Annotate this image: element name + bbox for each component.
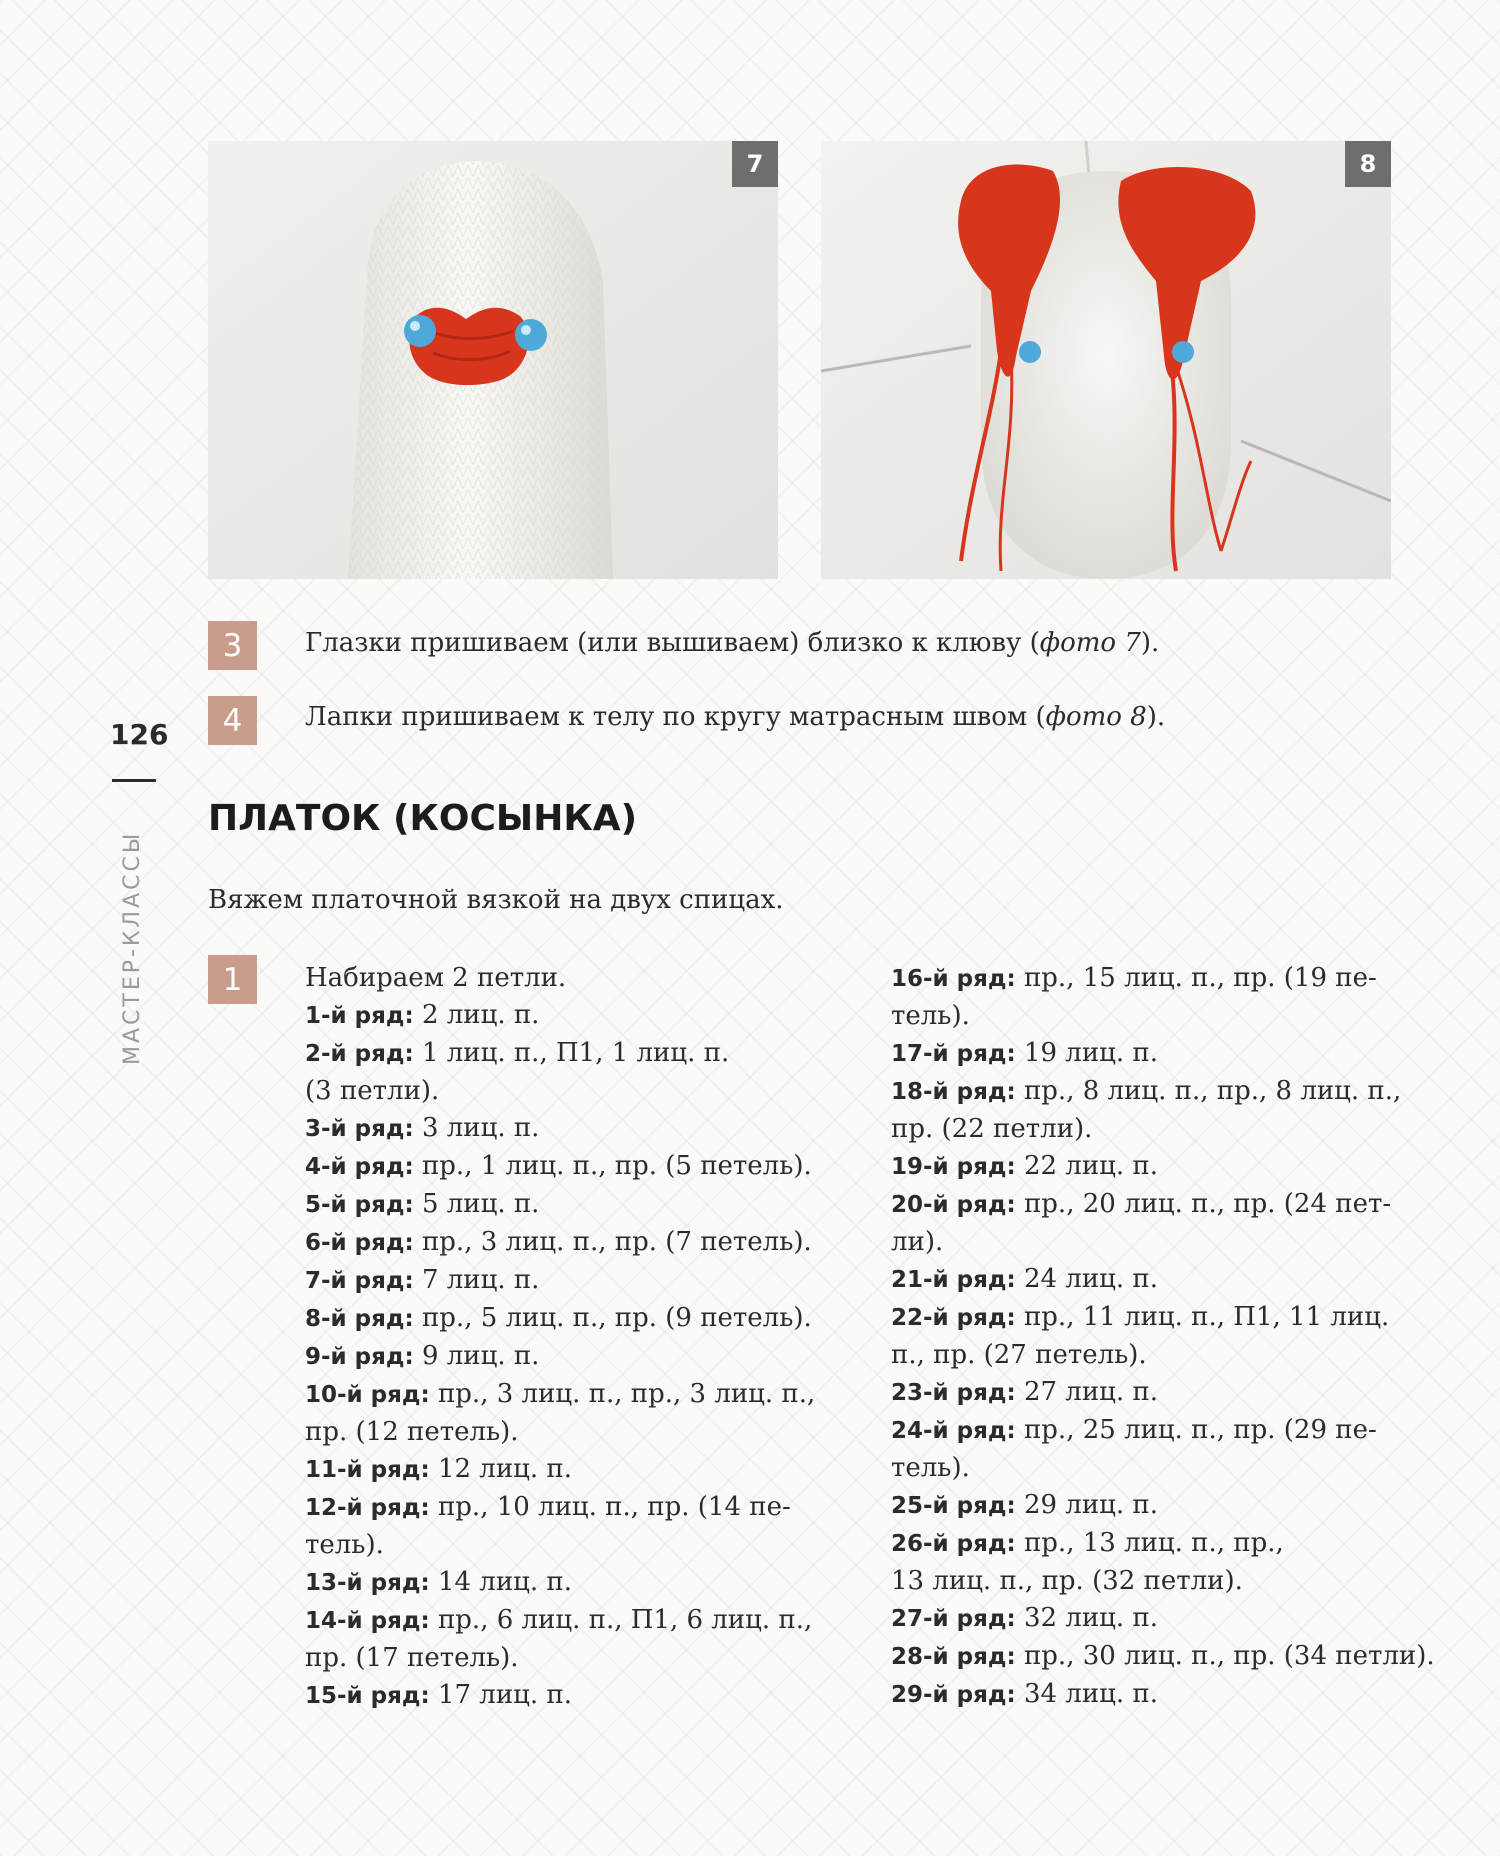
- row-line: [891, 1299, 1401, 1337]
- row-line: [891, 998, 1401, 1035]
- row-line: [891, 1111, 1401, 1148]
- row-text: пр., 10 лиц. п., пр. (14 пе-: [429, 1492, 791, 1522]
- row-label: 12-й ряд:: [305, 1495, 430, 1521]
- row-text: пр. (22 петли).: [891, 1114, 1093, 1144]
- instruction-step-number: 1: [208, 955, 257, 1004]
- row-line: [891, 1224, 1401, 1261]
- row-text: пр., 11 лиц. п., П1, 11 лиц.: [1015, 1302, 1390, 1332]
- row-label: 6-й ряд:: [305, 1230, 414, 1256]
- row-text: 2 лиц. п.: [413, 1000, 540, 1030]
- row-line: [305, 1262, 825, 1300]
- photo-7: [208, 141, 778, 579]
- photo-badge-8: 8: [1345, 141, 1391, 187]
- row-line: [305, 1338, 825, 1376]
- row-label: 16-й ряд:: [891, 966, 1016, 992]
- row-text: пр., 5 лиц. п., пр. (9 петель).: [413, 1303, 812, 1333]
- row-line: [891, 1525, 1401, 1563]
- row-text: 34 лиц. п.: [1015, 1679, 1158, 1709]
- pin-head-left: [1019, 341, 1041, 363]
- step-4-photo-ref: фото 8: [1045, 702, 1147, 732]
- row-line: [305, 1451, 825, 1489]
- row-label: 25-й ряд:: [891, 1493, 1016, 1519]
- row-text: 1 лиц. п., П1, 1 лиц. п.: [413, 1038, 730, 1068]
- row-text: (3 петли).: [305, 1076, 440, 1106]
- row-text: 24 лиц. п.: [1015, 1264, 1158, 1294]
- row-text: ли).: [891, 1227, 944, 1257]
- photo-7-illustration: [208, 141, 778, 579]
- step-4-text-before: Лапки пришиваем к телу по кругу матрасным швом (: [305, 702, 1046, 732]
- row-text: пр., 20 лиц. п., пр. (24 пет-: [1015, 1189, 1392, 1219]
- rows-column-left: [305, 960, 825, 1715]
- rows-column-right: [891, 960, 1435, 1714]
- row-line: [305, 1186, 825, 1224]
- row-text: 9 лиц. п.: [413, 1341, 540, 1371]
- row-label: 24-й ряд:: [891, 1418, 1016, 1444]
- row-label: 26-й ряд:: [891, 1531, 1016, 1557]
- step-text-3: [305, 627, 1159, 659]
- row-line: [891, 1487, 1401, 1525]
- row-text: 7 лиц. п.: [413, 1265, 540, 1295]
- row-line: [305, 997, 825, 1035]
- row-text: тель).: [891, 1001, 970, 1031]
- row-line: [305, 1640, 825, 1677]
- step-3-text-after: ).: [1140, 628, 1160, 658]
- row-text: 14 лиц. п.: [429, 1567, 572, 1597]
- row-line: [891, 960, 1401, 998]
- row-label: 20-й ряд:: [891, 1192, 1016, 1218]
- step-number-3: 3: [208, 621, 257, 670]
- row-label: 14-й ряд:: [305, 1608, 430, 1634]
- row-text: пр., 25 лиц. п., пр. (29 пе-: [1015, 1415, 1377, 1445]
- row-label: 1-й ряд:: [305, 1003, 414, 1029]
- row-line: [891, 1261, 1401, 1299]
- row-line: [891, 1638, 1435, 1676]
- row-text: пр., 30 лиц. п., пр. (34 петли).: [1015, 1641, 1435, 1671]
- row-line: [891, 1073, 1401, 1111]
- row-label: 27-й ряд:: [891, 1606, 1016, 1632]
- row-label: 21-й ряд:: [891, 1267, 1016, 1293]
- row-label: 13-й ряд:: [305, 1570, 430, 1596]
- row-text: 19 лиц. п.: [1015, 1038, 1158, 1068]
- row-line: [305, 1224, 825, 1262]
- row-label: 19-й ряд:: [891, 1154, 1016, 1180]
- row-line: [305, 1073, 825, 1110]
- row-text: Набираем 2 петли.: [305, 963, 567, 993]
- row-label: 8-й ряд:: [305, 1306, 414, 1332]
- row-label: 3-й ряд:: [305, 1116, 414, 1142]
- row-text: п., пр. (27 петель).: [891, 1340, 1147, 1370]
- row-text: пр. (17 петель).: [305, 1643, 519, 1673]
- page-number: 126: [110, 718, 169, 751]
- row-line: [891, 1186, 1401, 1224]
- row-text: пр., 6 лиц. п., П1, 6 лиц. п.,: [429, 1605, 813, 1635]
- row-label: 7-й ряд:: [305, 1268, 414, 1294]
- row-text: 17 лиц. п.: [429, 1680, 572, 1710]
- step-3-text-before: Глазки пришиваем (или вышиваем) близко к клюву (: [305, 628, 1040, 658]
- row-text: пр., 3 лиц. п., пр. (7 петель).: [413, 1227, 812, 1257]
- row-text: 29 лиц. п.: [1015, 1490, 1158, 1520]
- row-label: 29-й ряд:: [891, 1682, 1016, 1708]
- bead-eye-left: [404, 315, 436, 347]
- photo-8: [821, 141, 1391, 579]
- row-text: пр., 15 лиц. п., пр. (19 пе-: [1015, 963, 1377, 993]
- row-line: [305, 1110, 825, 1148]
- intro-text: Вяжем платочной вязкой на двух спицах.: [208, 885, 784, 915]
- row-text: 27 лиц. п.: [1015, 1377, 1158, 1407]
- bead-eye-right: [515, 319, 547, 351]
- page-number-rule: [112, 779, 156, 782]
- step-3-photo-ref: фото 7: [1039, 628, 1141, 658]
- row-line: [305, 1148, 825, 1186]
- row-line: [891, 1450, 1401, 1487]
- row-label: 17-й ряд:: [891, 1041, 1016, 1067]
- row-text: 13 лиц. п., пр. (32 петли).: [891, 1566, 1243, 1596]
- row-line: [891, 1676, 1401, 1714]
- row-line: [891, 1563, 1401, 1600]
- step-number-4: 4: [208, 696, 257, 745]
- row-text: 12 лиц. п.: [429, 1454, 572, 1484]
- row-text: пр., 3 лиц. п., пр., 3 лиц. п.,: [429, 1379, 816, 1409]
- row-text: 22 лиц. п.: [1015, 1151, 1158, 1181]
- row-line: [891, 1035, 1401, 1073]
- row-line: [305, 1489, 825, 1527]
- row-text: пр. (12 петель).: [305, 1417, 519, 1447]
- row-label: 5-й ряд:: [305, 1192, 414, 1218]
- row-label: 4-й ряд:: [305, 1154, 414, 1180]
- row-line: [305, 1677, 825, 1715]
- row-label: 23-й ряд:: [891, 1380, 1016, 1406]
- row-text: пр., 1 лиц. п., пр. (5 петель).: [413, 1151, 812, 1181]
- row-label: 10-й ряд:: [305, 1382, 430, 1408]
- row-text: 5 лиц. п.: [413, 1189, 540, 1219]
- row-line: [305, 1564, 825, 1602]
- row-text: пр., 13 лиц. п., пр.,: [1015, 1528, 1284, 1558]
- row-label: 11-й ряд:: [305, 1457, 430, 1483]
- row-text: 32 лиц. п.: [1015, 1603, 1158, 1633]
- pin-head-right: [1172, 341, 1194, 363]
- row-label: 18-й ряд:: [891, 1079, 1016, 1105]
- photo-badge-7: 7: [732, 141, 778, 187]
- row-text: тель).: [891, 1453, 970, 1483]
- row-line: [891, 1600, 1401, 1638]
- row-label: 9-й ряд:: [305, 1344, 414, 1370]
- row-line: [891, 1148, 1401, 1186]
- step-text-4: [305, 701, 1165, 733]
- row-line: [305, 1414, 825, 1451]
- step-4-text-after: ).: [1146, 702, 1166, 732]
- row-label: 22-й ряд:: [891, 1305, 1016, 1331]
- row-line: [891, 1374, 1401, 1412]
- row-line: [891, 1412, 1401, 1450]
- row-line: [305, 1300, 825, 1338]
- section-label: МАСТЕР-КЛАССЫ: [120, 830, 145, 1065]
- row-line: [891, 1337, 1401, 1374]
- row-text: 3 лиц. п.: [413, 1113, 540, 1143]
- row-line: [305, 1035, 825, 1073]
- row-text: тель).: [305, 1530, 384, 1560]
- row-label: 28-й ряд:: [891, 1644, 1016, 1670]
- row-line: [305, 1527, 825, 1564]
- row-label: 15-й ряд:: [305, 1683, 430, 1709]
- row-line: [305, 960, 825, 997]
- row-text: пр., 8 лиц. п., пр., 8 лиц. п.,: [1015, 1076, 1402, 1106]
- photo-8-illustration: [821, 141, 1391, 579]
- row-line: [305, 1376, 825, 1414]
- row-line: [305, 1602, 825, 1640]
- section-heading: ПЛАТОК (КОСЫНКА): [208, 798, 638, 839]
- row-label: 2-й ряд:: [305, 1041, 414, 1067]
